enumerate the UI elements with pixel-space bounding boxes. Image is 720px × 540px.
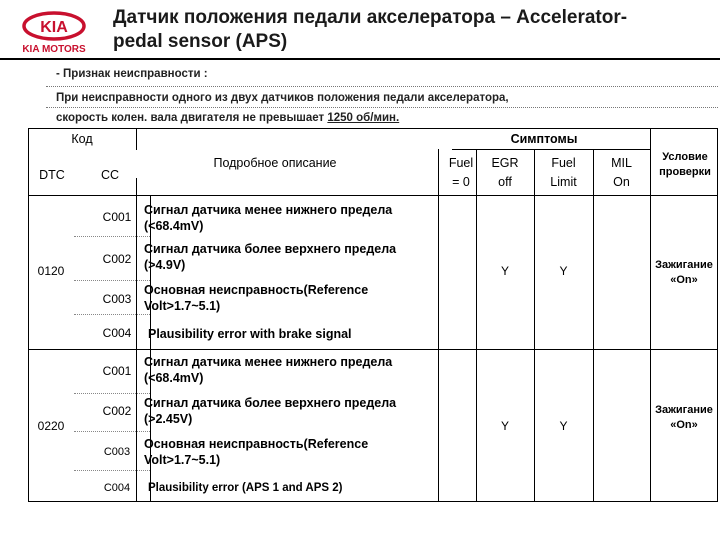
header-fuel-limit-line1: Fuel: [551, 156, 576, 170]
fault-description: Сигнал датчика менее нижнего предела (<68.4mV): [144, 355, 393, 385]
header-dtc: DTC: [39, 168, 65, 182]
title-divider: [0, 58, 720, 60]
note-divider: [46, 107, 718, 108]
fault-rpm-limit-text: [56, 112, 399, 124]
header-egr-off: [476, 156, 534, 189]
fuel-limit-flag: Y: [559, 419, 568, 433]
fault-description: Сигнал датчика более верхнего предела (>4.9V): [144, 242, 397, 272]
egr-off-flag: Y: [500, 264, 509, 278]
fault-description: Основная неисправность(Reference Volt>1.7~5.1): [144, 283, 369, 313]
fault-description: Сигнал датчика менее нижнего предела (<68.4mV): [144, 203, 393, 233]
cc-code: C003: [102, 292, 132, 306]
header-cc: CC: [100, 168, 120, 182]
header-egr-line1: EGR: [491, 156, 519, 170]
cc-code: C002: [102, 404, 132, 418]
cc-code: C003: [103, 446, 131, 458]
header-mil-on: [593, 156, 650, 189]
fault-symptom-label: - Признак неисправности :: [56, 68, 208, 80]
cc-code: C002: [102, 252, 132, 266]
header-fuel-zero-line1: Fuel: [448, 156, 474, 170]
dtc-code-0220: 0220: [37, 419, 65, 433]
header-mil-line2: On: [613, 175, 630, 189]
page-title-line2: pedal sensor (APS): [113, 31, 288, 52]
header-condition: Условие проверки: [659, 151, 711, 178]
header-mil-line1: MIL: [611, 156, 632, 170]
fault-description: Plausibility error (APS 1 and APS 2): [148, 482, 343, 494]
header-egr-line2: off: [498, 175, 512, 189]
fault-description: Сигнал датчика более верхнего предела (>2.45V): [144, 396, 397, 426]
rpm-limit-prefix: скорость колен. вала двигателя не превышает: [56, 112, 328, 124]
cc-code: C001: [102, 364, 132, 378]
dtc-code-0120: 0120: [37, 264, 65, 278]
cc-code: C004: [102, 326, 132, 340]
dtc-table: [28, 128, 718, 502]
note-divider: [46, 86, 718, 87]
header-description: Подробное описание: [213, 156, 337, 170]
cc-code: C004: [103, 482, 131, 494]
fault-description: Основная неисправность(Reference Volt>1.7~5.1): [144, 437, 369, 467]
egr-off-flag: Y: [500, 419, 509, 433]
fault-description: Plausibility error with brake signal: [148, 327, 352, 341]
page-title: [113, 6, 713, 54]
header-symptoms: Симптомы: [510, 132, 578, 146]
kia-motors-logo: [8, 10, 100, 56]
header-fuel-zero-line2: = 0: [452, 175, 470, 189]
cc-code: C001: [102, 210, 132, 224]
kia-motors-text: KIA MOTORS: [22, 44, 86, 55]
check-condition: Зажигание «On»: [655, 404, 713, 431]
page-title-line1: Датчик положения педали акселератора – Accelerator-: [113, 7, 628, 28]
rpm-limit-value: 1250 об/мин.: [327, 112, 400, 124]
check-condition: Зажигание «On»: [655, 259, 713, 286]
header-code: Код: [71, 132, 93, 146]
kia-logo-text: KIA: [40, 19, 68, 36]
fault-condition-text: При неисправности одного из двух датчиков положения педали акселератора,: [56, 92, 509, 104]
fuel-limit-flag: Y: [559, 264, 568, 278]
header-fuel-limit-line2: Limit: [550, 175, 577, 189]
header-fuel-limit: [534, 156, 593, 189]
